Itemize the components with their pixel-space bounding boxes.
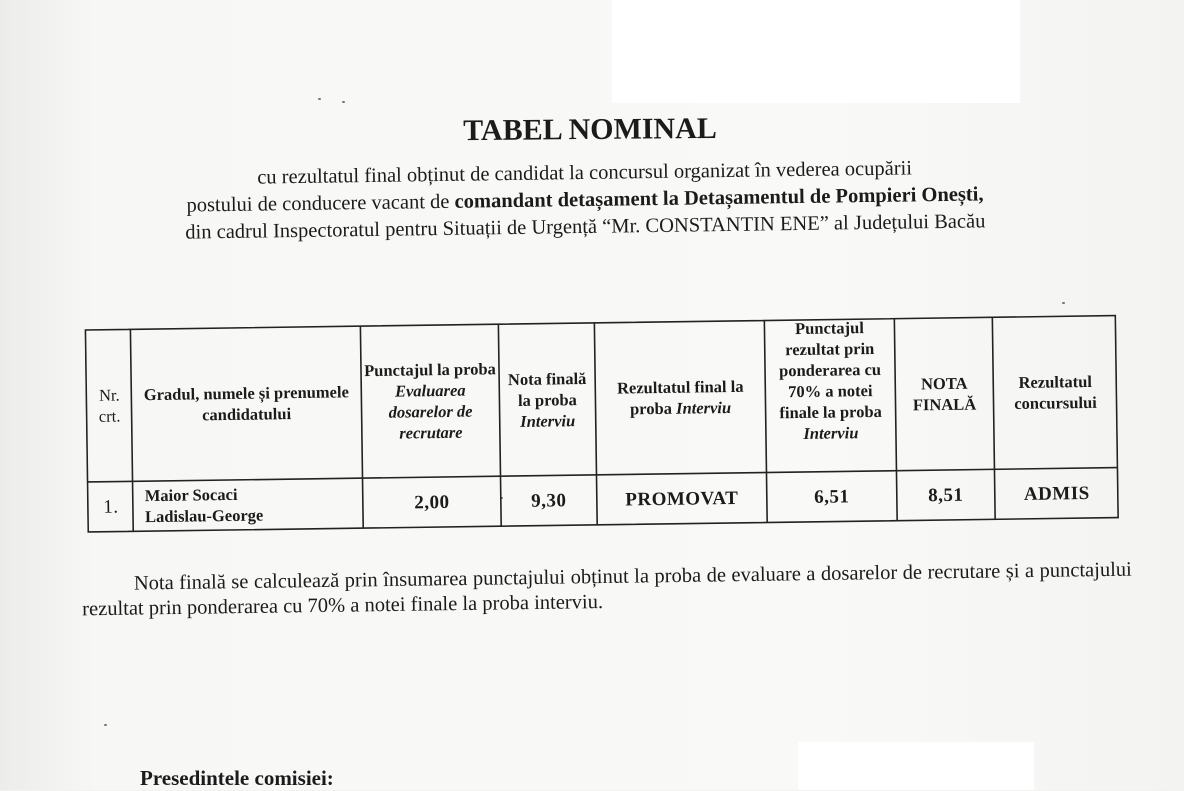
header-nota-prefix: Nota finală la proba: [507, 368, 587, 410]
header-nota-interviu-text: [501, 367, 594, 431]
header-ponderare-text: [768, 317, 892, 445]
row-rezultat-concurs: ADMIS: [1023, 482, 1090, 505]
scan-speck: [104, 724, 107, 726]
row-rezultat-interviu: PROMOVAT: [625, 487, 739, 510]
note-indent: [82, 590, 134, 591]
header-punctaj-dosare: [362, 324, 498, 478]
row-punctaj: 2,00: [414, 491, 450, 513]
document-subtitle: [119, 154, 1050, 248]
signature-label: Presedintele comisiei:: [140, 766, 334, 790]
document-title: TABEL NOMINAL: [463, 111, 717, 148]
row-candidate-name: [145, 480, 362, 529]
subtitle-line-2-text: postului de conducere vacant de: [186, 190, 455, 217]
subtitle-position: comandant detașament la Detașamentul de Pompieri Onești,: [454, 183, 984, 213]
header-punctaj-dosare-text: [363, 358, 498, 444]
header-ponderare-prefix: Punctajul rezultat prin ponderarea cu 70% a notei finale la proba: [778, 318, 882, 423]
row-name-line-2: Ladislau-George: [144, 505, 264, 527]
row-nr: 1.: [103, 496, 119, 518]
subtitle-line-1: cu rezultatul final obținut de candidat la concursul organizat în vederea ocupării: [257, 157, 913, 189]
row-name-line-1: Maior Socaci: [144, 484, 238, 506]
whiteout-patch: [798, 742, 1034, 790]
header-punctaj-prefix: Punctajul la proba: [364, 359, 496, 381]
header-rezultat-concurs: Rezultatul concursului: [1014, 371, 1097, 414]
header-punctaj-ponderare: [768, 289, 893, 473]
whiteout-patch: [612, 0, 1020, 103]
header-rezultat-interviu-text: [597, 376, 764, 420]
header-ponderare-italic: Interviu: [803, 423, 859, 443]
subtitle-line-3: din cadrul Inspectoratul pentru Situații de Urgență “Mr. CONSTANTIN ENE” al Județului Bacău: [185, 210, 986, 244]
calculation-note: [82, 558, 1133, 623]
header-punctaj-italic: Evaluarea dosarelor de recrutare: [388, 380, 473, 443]
row-nota-finala: 8,51: [928, 484, 964, 506]
scan-speck: [318, 98, 321, 100]
row-ponderare: 6,51: [814, 485, 850, 508]
header-nota-italic: Interviu: [520, 410, 576, 431]
note-text: Nota finală se calculează prin însumarea punctajului obținut la proba de evaluare a dosarelor de recrutare și a punctajului rezultat prin ponderarea cu 70% a notei finale la proba interviu.: [82, 558, 1132, 621]
header-candidate-name: Gradul, numele și prenumele candidatului: [143, 382, 349, 425]
header-rezultat-interviu: [596, 321, 764, 475]
header-nr-crt: Nr. crt.: [98, 385, 121, 426]
header-nota-interviu: [500, 323, 594, 476]
header-rezultat-italic: Interviu: [675, 397, 732, 418]
header-rezultat-prefix: Rezultatul final la proba: [616, 376, 744, 419]
scan-speck: [342, 101, 345, 103]
row-candidate-name-text: [145, 484, 264, 528]
results-table: [84, 286, 1119, 534]
header-nota-finala: NOTA FINALĂ: [912, 373, 977, 415]
row-nota-interviu: 9,30: [531, 489, 567, 512]
